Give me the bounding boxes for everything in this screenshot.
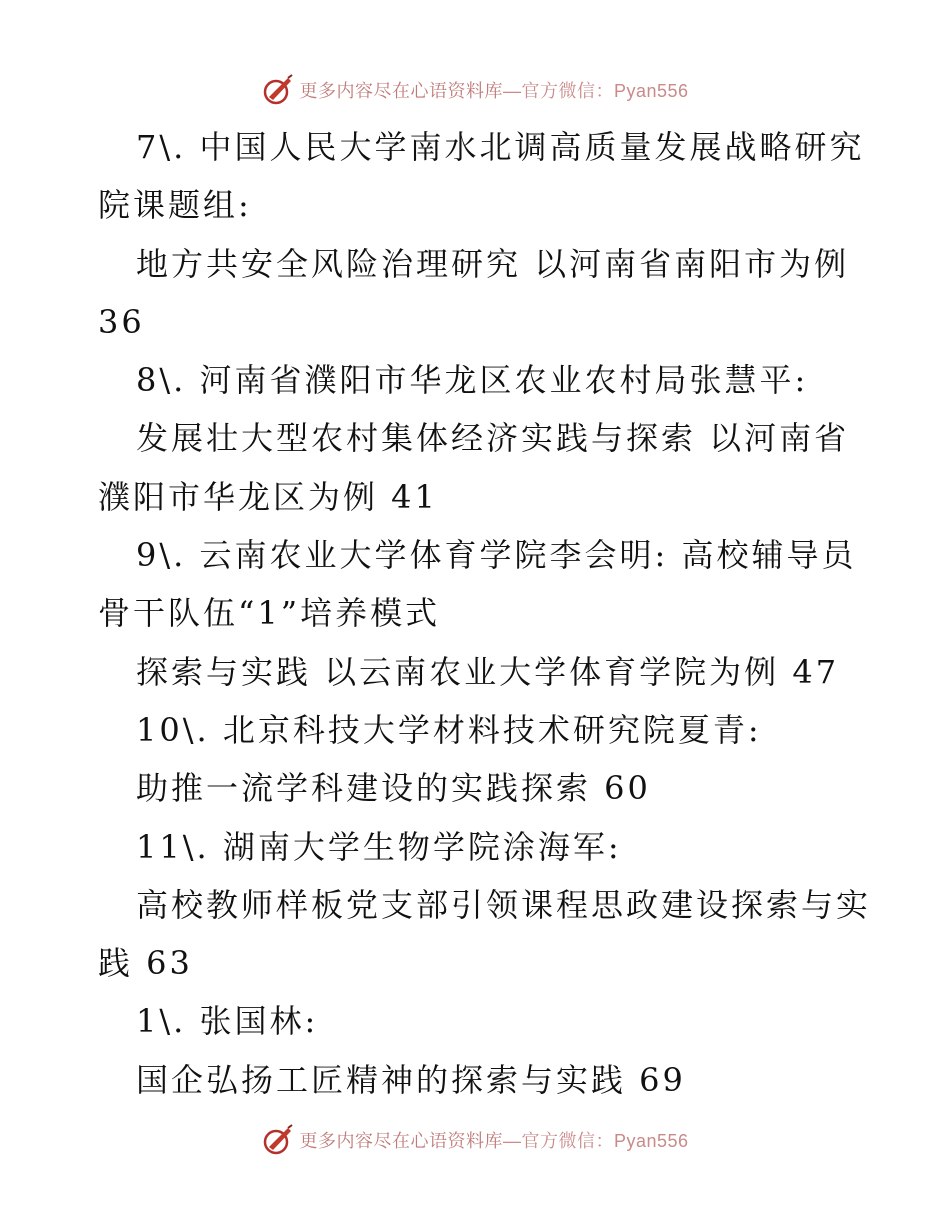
toc-line: 濮阳市华龙区为例 41: [98, 477, 438, 516]
toc-line: 9\. 云南农业大学体育学院李会明: 高校辅导员: [136, 536, 857, 575]
toc-line: 发展壮大型农村集体经济实践与探索 以河南省: [136, 419, 850, 458]
toc-line: 探索与实践 以云南农业大学体育学院为例 47: [136, 652, 840, 691]
toc-content: [98, 118, 872, 1109]
toc-line: 高校教师样板党支部引领课程思政建设探索与实: [136, 885, 872, 924]
toc-line: 助推一流学科建设的实践探索 60: [136, 769, 651, 808]
toc-line: 10\. 北京科技大学材料技术研究院夏青:: [136, 710, 762, 749]
toc-line: 骨干队伍“1”培养模式: [98, 594, 441, 633]
quill-logo-icon: [261, 1123, 295, 1157]
toc-line: 8\. 河南省濮阳市华龙区农业农村局张慧平:: [136, 361, 809, 400]
toc-line: 11\. 湖南大学生物学院涂海军:: [136, 827, 622, 866]
toc-line: 院课题组:: [98, 186, 252, 225]
watermark-brand: 更多内容尽在心语资料库: [299, 81, 503, 102]
header-watermark: [0, 70, 950, 110]
toc-line: 践 63: [98, 944, 193, 983]
toc-line: 1\. 张国林:: [136, 1002, 319, 1041]
toc-line: 7\. 中国人民大学南水北调高质量发展战略研究: [136, 128, 865, 166]
toc-line: 国企弘扬工匠精神的探索与实践 69: [136, 1060, 686, 1099]
watermark-wechat: —官方微信：Pyan556: [502, 81, 689, 101]
quill-logo-icon: [261, 73, 295, 107]
watermark-brand: 更多内容尽在心语资料库: [299, 1131, 503, 1152]
toc-line: 地方共安全风险治理研究 以河南省南阳市为例: [136, 244, 850, 283]
watermark-wechat: —官方微信：Pyan556: [502, 1131, 689, 1151]
footer-watermark: [0, 1120, 950, 1160]
toc-line: 36: [98, 302, 145, 341]
